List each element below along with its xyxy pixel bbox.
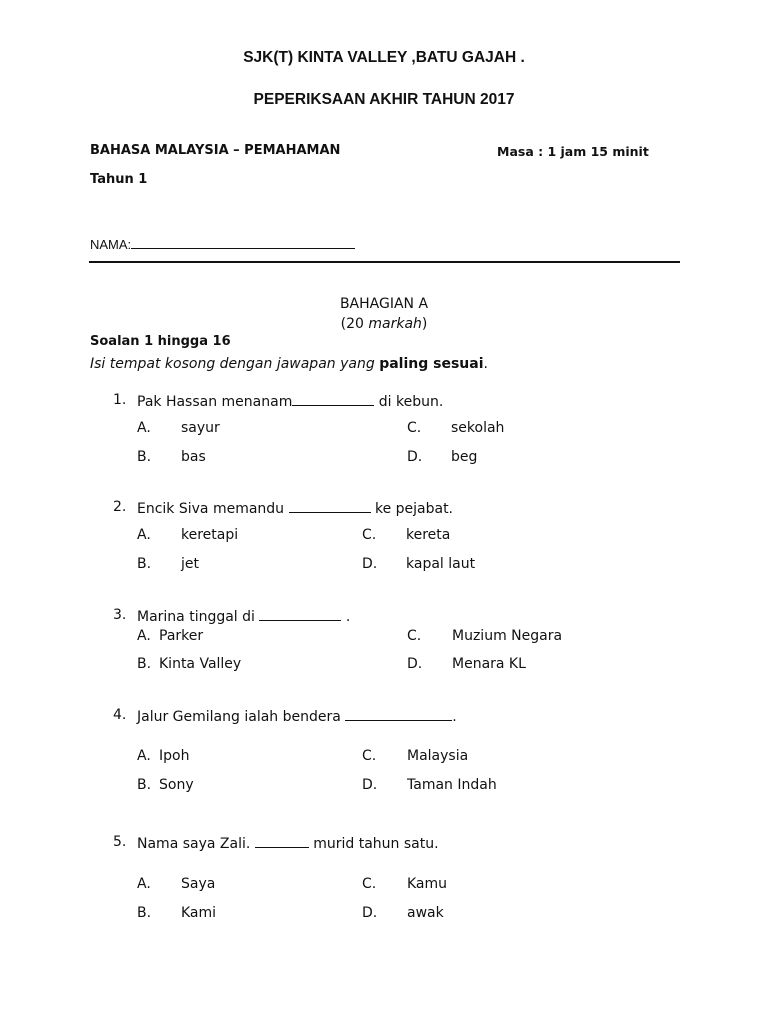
question-stem bbox=[137, 707, 457, 725]
header-divider bbox=[89, 261, 680, 263]
option-text[interactable]: Kamu bbox=[407, 876, 448, 892]
name-field[interactable] bbox=[90, 235, 355, 252]
option-text[interactable]: Saya bbox=[181, 876, 216, 892]
question-number: 2. bbox=[113, 499, 127, 515]
exam-title: PEPERIKSAAN AKHIR TAHUN 2017 bbox=[253, 91, 515, 108]
subject-title: BAHASA MALAYSIA – PEMAHAMAN bbox=[90, 143, 341, 158]
question-number: 3. bbox=[113, 607, 127, 623]
option-text[interactable]: awak bbox=[407, 905, 444, 921]
instruction-end: . bbox=[483, 356, 488, 372]
option-letter: C. bbox=[407, 420, 422, 436]
section-marks bbox=[0, 316, 768, 332]
option-text[interactable]: Sony bbox=[159, 777, 194, 793]
answer-blank[interactable] bbox=[345, 707, 452, 721]
question-number: 5. bbox=[113, 834, 127, 850]
stem-before: Pak Hassan menanam bbox=[137, 394, 293, 410]
option-letter: C. bbox=[407, 628, 422, 644]
option-letter: A. bbox=[137, 748, 151, 764]
question-stem bbox=[137, 392, 443, 410]
school-name: SJK(T) KINTA VALLEY ,BATU GAJAH . bbox=[243, 49, 525, 66]
question-stem bbox=[137, 607, 350, 625]
option-letter: A. bbox=[137, 628, 151, 644]
option-text[interactable]: sayur bbox=[181, 420, 220, 436]
option-text[interactable]: sekolah bbox=[451, 420, 505, 436]
option-letter: A. bbox=[137, 527, 151, 543]
option-letter: B. bbox=[137, 905, 152, 921]
option-letter: C. bbox=[362, 527, 377, 543]
option-text[interactable]: keretapi bbox=[181, 527, 239, 543]
option-letter: D. bbox=[362, 905, 378, 921]
option-text[interactable]: jet bbox=[181, 556, 199, 572]
section-instruction bbox=[90, 356, 488, 372]
stem-before: Nama saya Zali. bbox=[137, 836, 255, 852]
option-letter: B. bbox=[137, 777, 152, 793]
option-text[interactable]: bas bbox=[181, 449, 206, 465]
exam-duration: Masa : 1 jam 15 minit bbox=[497, 144, 649, 159]
option-text[interactable]: Taman Indah bbox=[407, 777, 497, 793]
instruction-bold: paling sesuai bbox=[379, 356, 484, 372]
option-text[interactable]: Menara KL bbox=[452, 656, 526, 672]
marks-word: markah bbox=[368, 316, 422, 332]
option-text[interactable]: Ipoh bbox=[159, 748, 190, 764]
option-text[interactable]: Muzium Negara bbox=[452, 628, 563, 644]
option-letter: B. bbox=[137, 449, 152, 465]
option-text[interactable]: beg bbox=[451, 449, 478, 465]
option-text[interactable]: Kinta Valley bbox=[159, 656, 242, 672]
stem-before: Encik Siva memandu bbox=[137, 501, 289, 517]
option-text[interactable]: kapal laut bbox=[406, 556, 476, 572]
question-number: 4. bbox=[113, 707, 127, 723]
question-number: 1. bbox=[113, 392, 127, 408]
answer-blank[interactable] bbox=[289, 499, 371, 513]
question-stem bbox=[137, 834, 439, 852]
question-range: Soalan 1 hingga 16 bbox=[90, 334, 231, 349]
option-text[interactable]: Parker bbox=[159, 628, 204, 644]
option-text[interactable]: Kami bbox=[181, 905, 217, 921]
year-label: Tahun 1 bbox=[90, 172, 148, 187]
instruction-main: Isi tempat kosong dengan jawapan yang bbox=[90, 356, 380, 372]
option-letter: C. bbox=[362, 876, 377, 892]
stem-after: murid tahun satu. bbox=[308, 836, 439, 852]
answer-blank[interactable] bbox=[255, 834, 309, 848]
option-letter: D. bbox=[362, 777, 378, 793]
option-letter: B. bbox=[137, 656, 152, 672]
stem-before: Jalur Gemilang ialah bendera bbox=[137, 709, 346, 725]
section-title: BAHAGIAN A bbox=[339, 296, 429, 312]
stem-after: . bbox=[452, 709, 457, 725]
name-blank[interactable] bbox=[131, 235, 355, 249]
option-letter: C. bbox=[362, 748, 377, 764]
option-letter: A. bbox=[137, 876, 151, 892]
option-letter: B. bbox=[137, 556, 152, 572]
answer-blank[interactable] bbox=[292, 392, 374, 406]
marks-close: ) bbox=[421, 316, 428, 332]
marks-open: (20 bbox=[340, 316, 369, 332]
option-letter: A. bbox=[137, 420, 151, 436]
stem-after: di kebun. bbox=[374, 394, 444, 410]
option-letter: D. bbox=[407, 656, 423, 672]
option-text[interactable]: kereta bbox=[406, 527, 451, 543]
name-label: NAMA: bbox=[90, 237, 132, 252]
option-letter: D. bbox=[362, 556, 378, 572]
answer-blank[interactable] bbox=[259, 607, 341, 621]
option-text[interactable]: Malaysia bbox=[407, 748, 469, 764]
question-stem bbox=[137, 499, 453, 517]
stem-after: ke pejabat. bbox=[370, 501, 454, 517]
option-letter: D. bbox=[407, 449, 423, 465]
stem-after: . bbox=[341, 609, 351, 625]
stem-before: Marina tinggal di bbox=[137, 609, 260, 625]
